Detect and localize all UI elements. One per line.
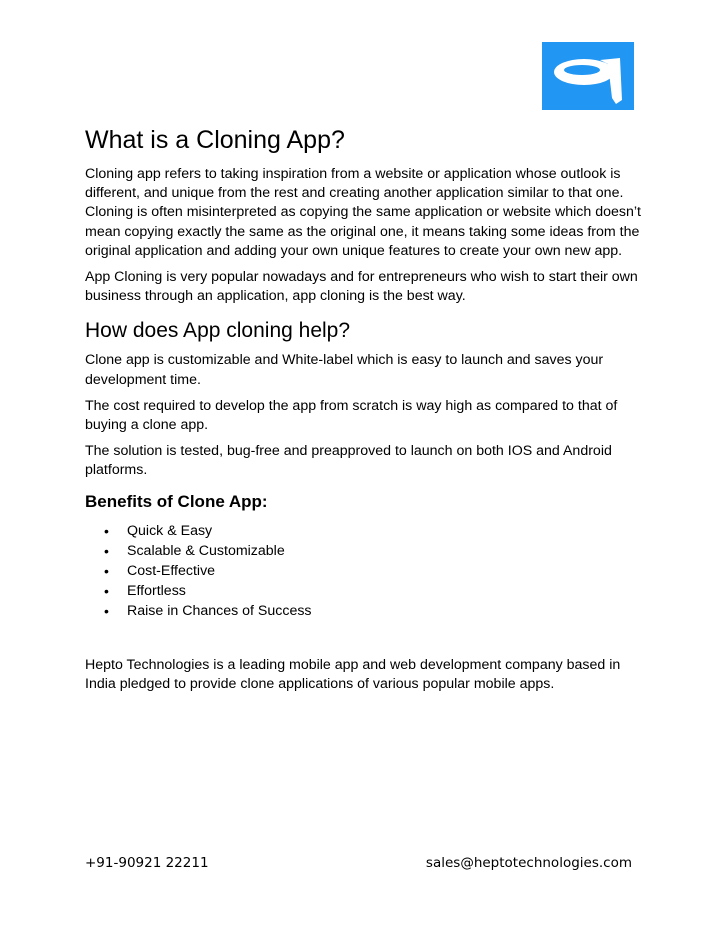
paragraph-app-cloning-popular: App Cloning is very popular nowadays and for entrepreneurs who wish to start their own business through an application, app cloning is the best way.	[85, 269, 638, 305]
list-item: • Quick & Easy	[85, 521, 645, 541]
list-item: • Effortless	[85, 581, 645, 601]
heading-how-cloning-helps: How does App cloning help?	[85, 319, 351, 343]
paragraph-customizable: Clone app is customizable and White-label which is easy to launch and saves your development time.	[85, 352, 604, 388]
paragraph-hepto-about: Hepto Technologies is a leading mobile app and web development company based in India pledged to provide clone applications of various popular mobile apps.	[85, 656, 621, 692]
heading-benefits: Benefits of Clone App:	[85, 491, 268, 511]
list-item: • Scalable & Customizable	[85, 541, 645, 561]
footer-email: sales@heptotechnologies.com	[425, 855, 632, 871]
list-item: • Cost-Effective	[85, 561, 645, 581]
document-body	[85, 124, 645, 694]
list-item: • Raise in Chances of Success	[85, 601, 645, 621]
footer-phone: +91-90921 22211	[85, 855, 209, 871]
benefits-list	[85, 521, 645, 621]
company-logo	[542, 42, 634, 110]
paragraph-cloning-definition: Cloning app refers to taking inspiration from a website or application whose outlook is different, and unique from the rest and creating another application similar to that one. Cloning is often misinterpreted as copying the same application or website which doesn’t mean copying exactly the same as the original one, it means taking some ideas from the original application and adding your own unique features to create your own new app.	[85, 166, 641, 259]
hepto-logo-icon	[542, 42, 634, 110]
paragraph-tested: The solution is tested, bug-free and preapproved to launch on both IOS and Android platforms.	[85, 443, 612, 479]
paragraph-cost: The cost required to develop the app from scratch is way high as compared to that of buying a clone app.	[85, 397, 618, 434]
heading-what-is-cloning-app: What is a Cloning App?	[85, 126, 345, 154]
